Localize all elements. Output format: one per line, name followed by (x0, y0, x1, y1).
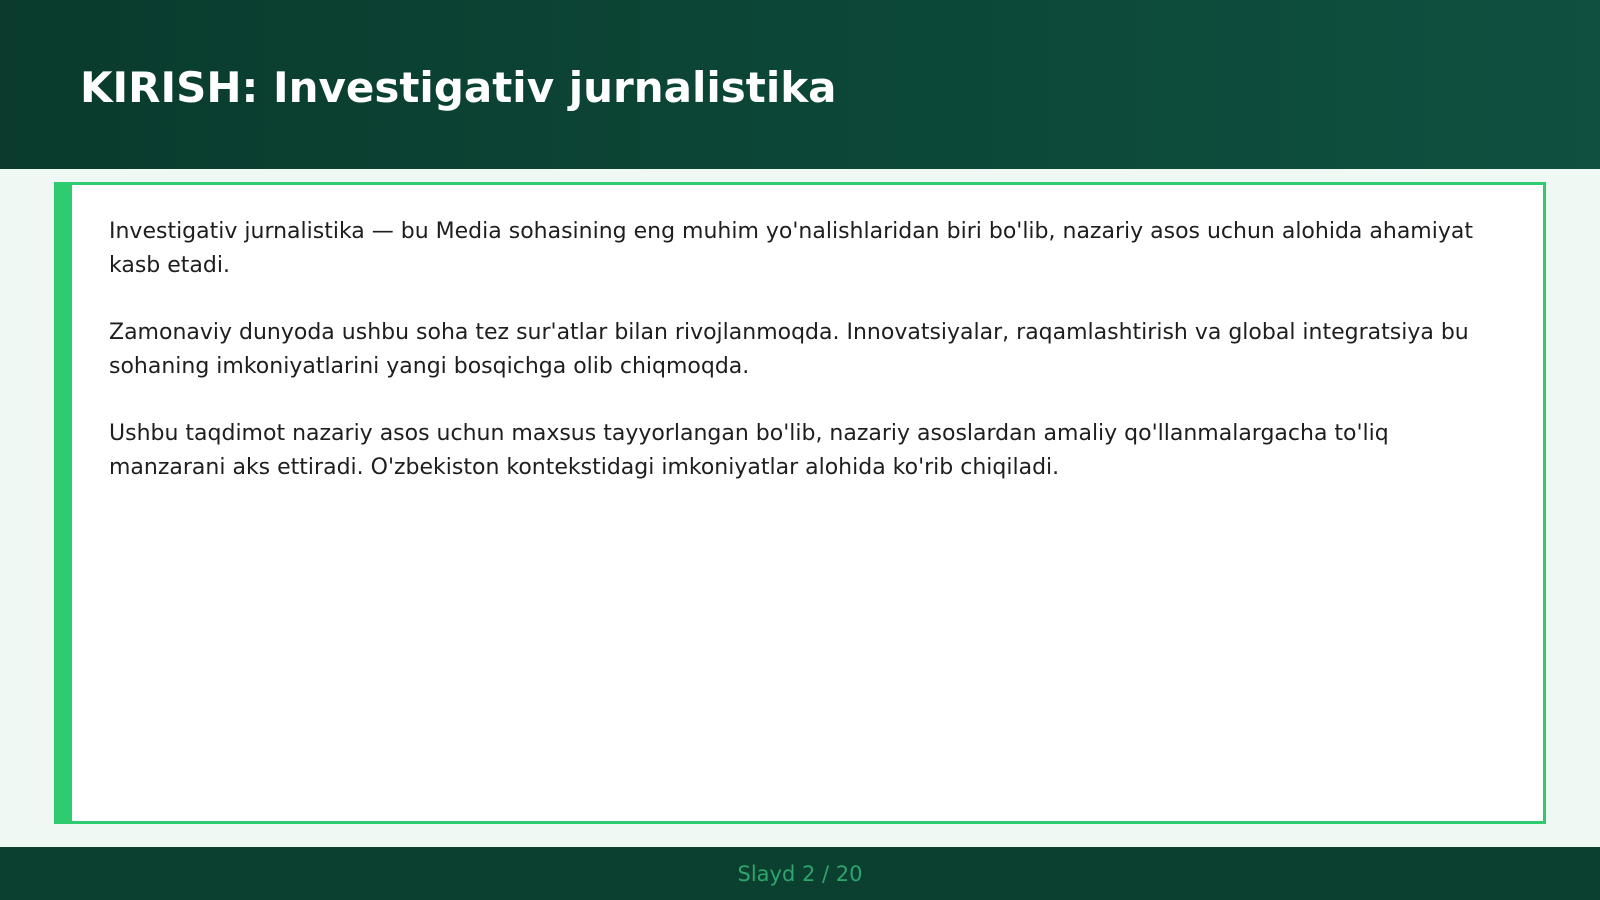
slide-counter: Slayd 2 / 20 (737, 862, 863, 886)
content-paragraph-2: Zamonaviy dunyoda ushbu soha tez sur'atlar bilan rivojlanmoqda. Innovatsiyalar, raqamlashtirish va global integratsiya bu sohaning imkoniyatlarini yangi bosqichga olib chiqmoqda. (109, 320, 1469, 379)
content-card (54, 182, 1546, 824)
slide-title: KIRISH: Investigativ jurnalistika (80, 63, 837, 112)
slide-header (0, 0, 1600, 169)
content-paragraph-1: Investigativ jurnalistika — bu Media sohasining eng muhim yo'nalishlaridan biri bo'lib, nazariy asos uchun alohida ahamiyat kasb etadi. (109, 219, 1473, 278)
content-text (109, 215, 1489, 518)
content-paragraph-3: Ushbu taqdimot nazariy asos uchun maxsus tayyorlangan bo'lib, nazariy asoslardan amaliy qo'llanmalargacha to'liq manzarani aks ettiradi. O'zbekiston kontekstidagi imkoniyatlar alohida ko'rib chiqiladi. (109, 421, 1389, 480)
slide-footer (0, 847, 1600, 900)
